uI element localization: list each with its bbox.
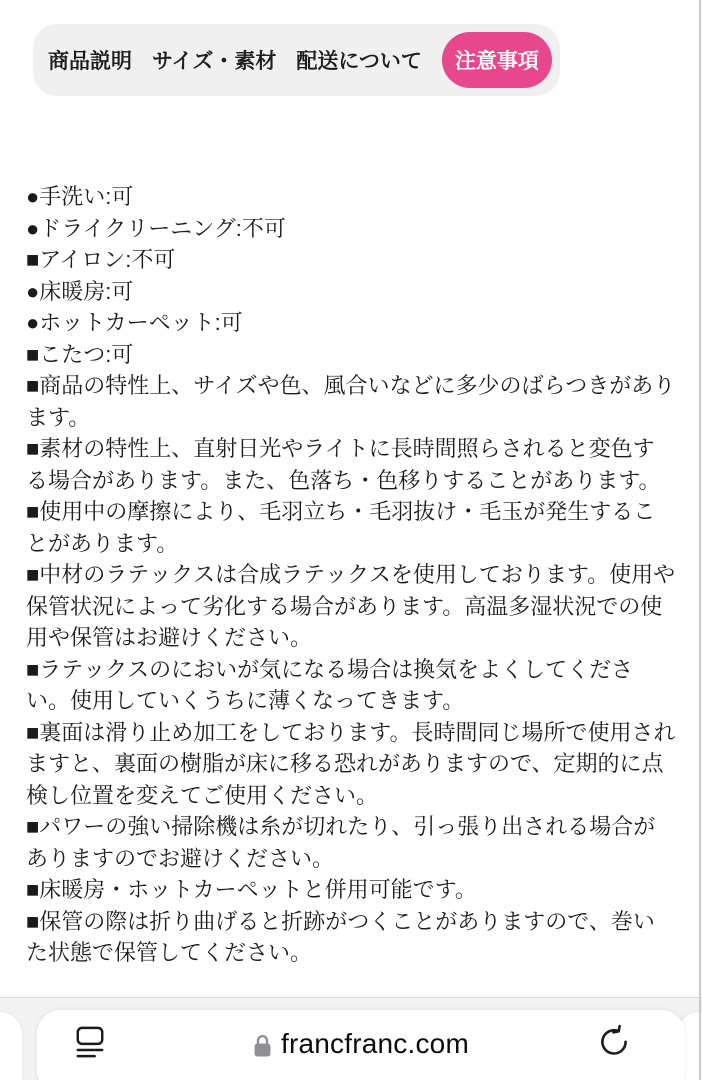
note-hot-carpet: ●ホットカーペット:可 bbox=[26, 310, 243, 335]
note-heater-compatible: ■床暖房・ホットカーペットと併用可能です。 bbox=[26, 877, 477, 902]
note-latex-material: ■中材のラテックスは合成ラテックスを使用しております。使用や保管状況によって劣化する場合があります。高温多湿状況での使用や保管はお避けください。 bbox=[26, 562, 676, 650]
reload-icon bbox=[596, 1023, 632, 1066]
adjacent-tab-left[interactable] bbox=[0, 1012, 22, 1080]
address-bar[interactable] bbox=[37, 1010, 685, 1080]
reload-button[interactable] bbox=[595, 1023, 633, 1065]
browser-bottom-bar bbox=[0, 997, 702, 1080]
url-display[interactable] bbox=[37, 1010, 685, 1078]
note-friction-pilling: ■使用中の摩擦により、毛羽立ち・毛羽抜け・毛玉が発生することがあります。 bbox=[26, 499, 656, 556]
tab-shipping[interactable]: 配送について bbox=[296, 50, 422, 73]
note-vacuum-cleaner: ■パワーの強い掃除機は糸が切れたり、引っ張り出される場合がありますのでお避けください。 bbox=[26, 814, 656, 871]
note-floor-heating: ●床暖房:可 bbox=[26, 278, 134, 304]
note-iron: ■アイロン:不可 bbox=[26, 247, 176, 272]
domain-text: francfranc.com bbox=[281, 1028, 469, 1059]
note-discoloration: ■素材の特性上、直射日光やライトに長時間照らされると変色する場合があります。また、色落ち・色移りすることがあります。 bbox=[26, 436, 661, 493]
note-antislip-backing: ■裏面は滑り止め加工をしております。長時間同じ場所で使用されますと、裏面の樹脂が床に移る恐れがありますので、定期的に点検し位置を変えてご使用ください。 bbox=[26, 719, 676, 808]
note-storage: ■保管の際は折り曲げると折跡がつくことがありますので、巻いた状態で保管してください。 bbox=[26, 908, 655, 965]
product-info-tab-bar bbox=[33, 24, 560, 96]
tab-precautions-active[interactable]: 注意事項 bbox=[442, 32, 552, 88]
note-dry-cleaning: ●ドライクリーニング:不可 bbox=[26, 215, 286, 241]
note-product-variance: ■商品の特性上、サイズや色、風合いなどに多少のばらつきがあります。 bbox=[26, 373, 676, 430]
note-kotatsu: ■こたつ:可 bbox=[26, 341, 134, 367]
note-latex-smell: ■ラテックスのにおいが気になる場合は換気をよくしてください。使用していくうちに薄くなってきます。 bbox=[26, 656, 634, 713]
note-hand-wash: ●手洗い:可 bbox=[26, 184, 134, 209]
tab-product-description[interactable]: 商品説明 bbox=[48, 50, 132, 73]
tab-size-material[interactable]: サイズ・素材 bbox=[152, 50, 277, 73]
lock-icon bbox=[253, 1030, 272, 1058]
screen-edge-divider bbox=[699, 0, 701, 1080]
precaution-notes bbox=[0, 181, 702, 969]
